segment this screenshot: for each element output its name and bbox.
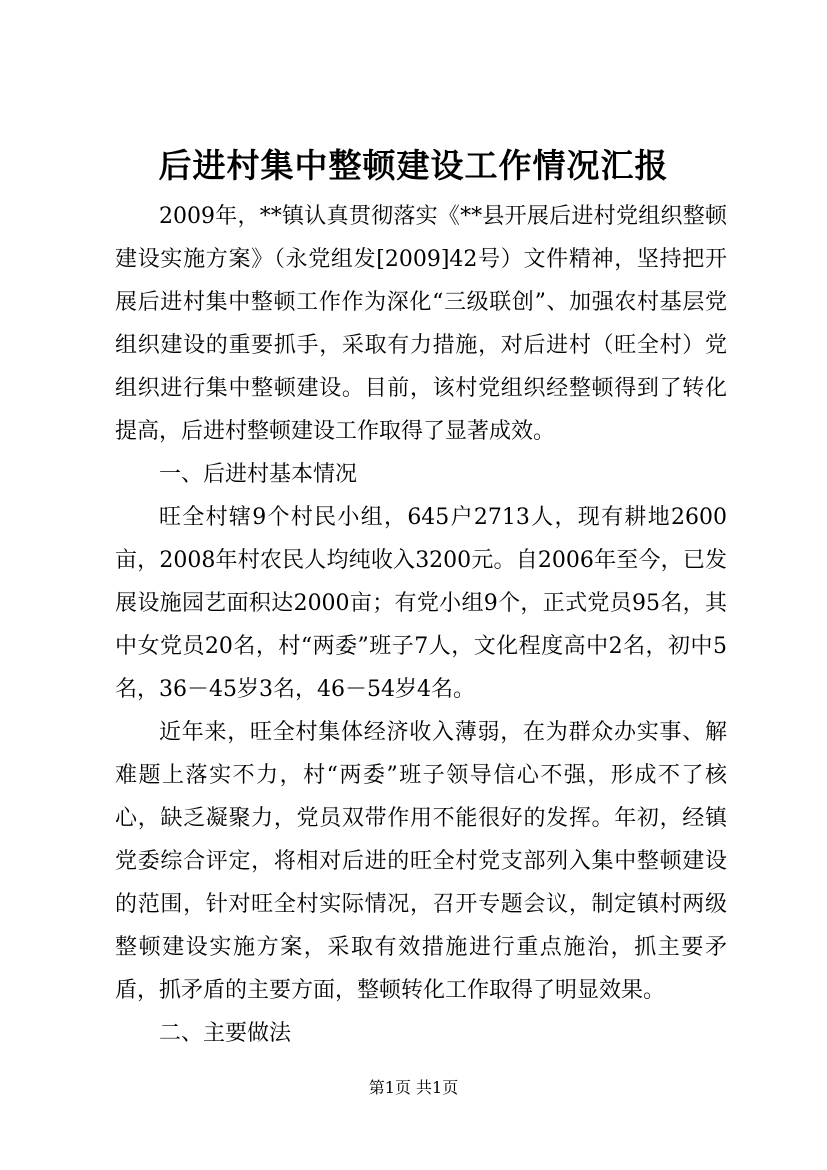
paragraph-intro: 2009年，**镇认真贯彻落实《**县开展后进村党组织整顿建设实施方案》（永党组发[2009]42号）文件精神，坚持把开展后进村集中整顿工作作为深化“三级联创”、加强农村基层党组织建设的重要抓手，采取有力措施，对后进村（旺全村）党组织进行集中整顿建设。目前，该村党组织经整顿得到了转化提高，后进村整顿建设工作取得了显著成效。 (115, 204, 727, 444)
paragraph-recent-years: 近年来，旺全村集体经济收入薄弱，在为群众办实事、解难题上落实不力，村“两委”班子领导信心不强，形成不了核心，缺乏凝聚力，党员双带作用不能很好的发挥。年初，经镇党委综合评定，将相对后进的旺全村党支部列入集中整顿建设的范围，针对旺全村实际情况，召开专题会议，制定镇村两级整顿建设实施方案，采取有效措施进行重点施治，抓主要矛盾，抓矛盾的主要方面，整顿转化工作取得了明显效果。 (115, 720, 727, 1003)
document-title: 后进村集中整顿建设工作情况汇报 (158, 146, 669, 185)
page-footer: 第1页 共1页 (368, 1078, 459, 1097)
section-heading-main-methods: 二、主要做法 (159, 1021, 292, 1046)
section-heading-basic-situation: 一、后进村基本情况 (159, 462, 358, 487)
paragraph-basic-situation: 旺全村辖9个村民小组，645户2713人，现有耕地2600亩，2008年村农民人均纯收入3200元。自2006年至今，已发展设施园艺面积达2000亩；有党小组9个，正式党员95名，其中女党员20名，村“两委”班子7人，文化程度高中2名，初中5名，36－45岁3名，46－54岁4名。 (115, 505, 727, 702)
document-body (115, 195, 727, 1055)
